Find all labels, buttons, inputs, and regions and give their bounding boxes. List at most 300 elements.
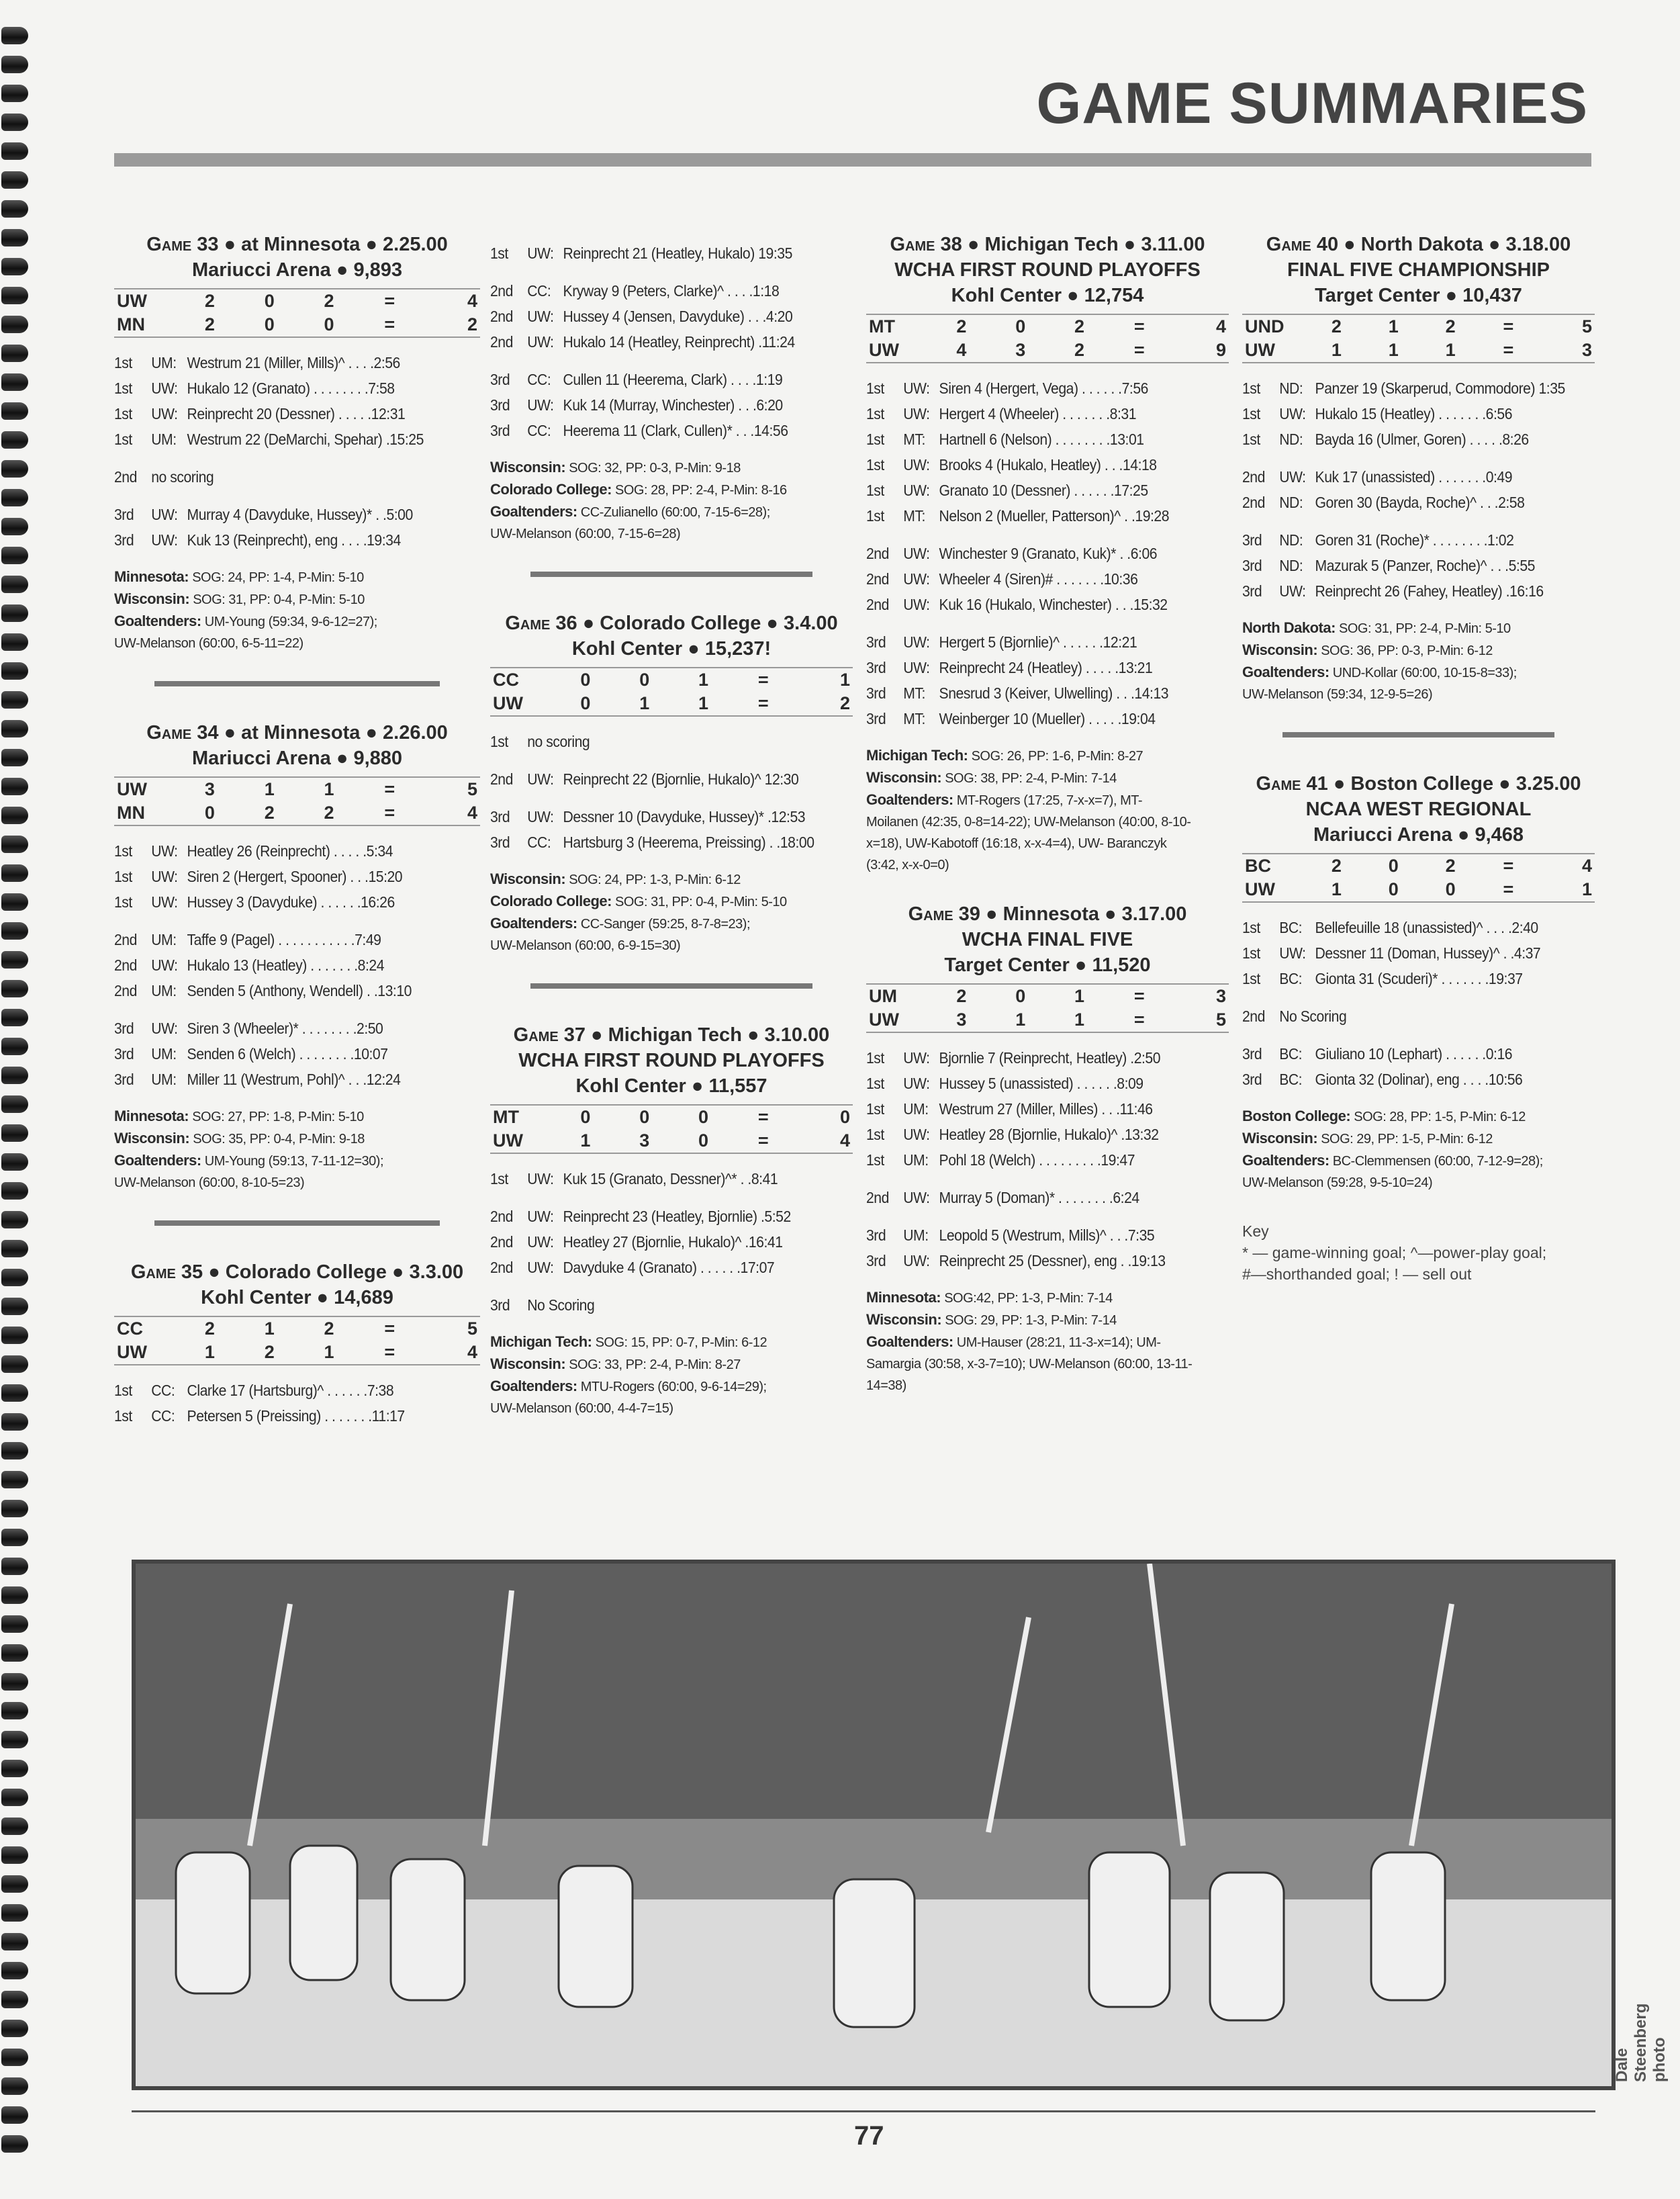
goal-team: UM:	[903, 1151, 929, 1169]
goal-detail: Hussey 3 (Davyduke) . . . . . .16:26	[187, 893, 395, 911]
goal-team: UW:	[151, 379, 178, 397]
goal-team: UW:	[903, 456, 930, 474]
goal-line	[114, 978, 451, 1003]
goal-team: UW:	[527, 396, 554, 414]
goal-period: 2nd	[114, 956, 137, 974]
goal-team: UW:	[527, 1233, 554, 1251]
stats-value: SOG: 31, PP: 2-4, P-Min: 5-10	[1339, 621, 1511, 636]
period-group	[490, 1292, 853, 1318]
scoreboard-table	[490, 1104, 853, 1154]
goal-detail: Snesrud 3 (Keiver, Ulwelling) . . .14:13	[939, 684, 1169, 702]
goal-line	[1242, 490, 1567, 515]
goal-period: 2nd	[866, 1189, 889, 1206]
game-39-summary	[866, 901, 1229, 1396]
goal-line	[866, 1096, 1200, 1122]
period-group	[1242, 1003, 1595, 1029]
goal-team: CC:	[527, 282, 551, 300]
stats-value: SOG: 29, PP: 1-5, P-Min: 6-12	[1321, 1132, 1493, 1147]
stats-value: SOG: 24, PP: 1-4, P-Min: 5-10	[192, 570, 364, 585]
stats-label: Wisconsin:	[114, 1130, 190, 1147]
score-cell: 1	[1308, 878, 1365, 902]
score-cell: =	[359, 313, 420, 337]
goal-team: UW:	[903, 482, 930, 499]
goal-line	[490, 1229, 824, 1255]
spiral-ring	[1, 1962, 28, 1979]
spiral-ring	[1, 258, 28, 275]
title-rule	[114, 153, 1591, 167]
goal-line	[866, 1045, 1200, 1071]
spiral-ring	[1, 1673, 28, 1691]
score-cell: 1	[1422, 339, 1479, 363]
spiral-ring	[1, 142, 28, 160]
goal-line	[114, 350, 451, 375]
game-38-summary	[866, 232, 1229, 876]
game-stats	[866, 1287, 1229, 1396]
spiral-ring	[1, 1211, 28, 1228]
goal-team: UW:	[151, 405, 178, 422]
goal-detail: Giuliano 10 (Lephart) . . . . . .0:16	[1315, 1045, 1513, 1063]
goal-line	[1242, 1003, 1567, 1029]
score-cell: 2	[932, 984, 991, 1008]
score-cell: 5	[420, 1316, 480, 1341]
score-cell: 3	[180, 777, 240, 801]
game-venue-or-event: Kohl Center	[201, 1287, 312, 1308]
game-34-summary	[114, 720, 480, 1194]
goal-line	[490, 804, 824, 829]
spiral-ring	[1, 1904, 28, 1922]
score-cell: 4	[420, 289, 480, 313]
page-title: GAME SUMMARIES	[1036, 71, 1588, 136]
column-4	[1242, 232, 1595, 1285]
game-opponent: at Minnesota	[241, 722, 361, 744]
stats-line	[490, 523, 853, 545]
stats-line	[490, 1376, 853, 1398]
score-cell: 0	[1365, 878, 1422, 902]
spiral-ring	[1, 489, 28, 506]
game-venue: Target Center	[944, 954, 1070, 976]
goal-period: 1st	[490, 733, 508, 750]
scoreboard-table	[490, 667, 853, 717]
goal-team: UW:	[903, 570, 930, 588]
stats-line	[1242, 1172, 1595, 1194]
score-cell: 3	[991, 339, 1050, 363]
game-heading-line3: Mariucci Arena ● 9,468	[1313, 824, 1524, 846]
goal-team: CC:	[527, 834, 551, 851]
score-cell: 1	[299, 777, 359, 801]
goal-line	[866, 1071, 1200, 1096]
goal-detail: Reinprecht 25 (Dessner), eng . .19:13	[939, 1252, 1166, 1269]
stats-line	[1242, 639, 1595, 662]
goal-team: UW:	[527, 808, 554, 825]
goal-detail: Leopold 5 (Westrum, Mills)^ . . .7:35	[939, 1226, 1155, 1244]
goal-team: UW:	[903, 1075, 930, 1092]
stats-label: Colorado College:	[490, 481, 612, 498]
period-group	[490, 367, 853, 443]
game-venue: Mariucci Arena	[1313, 824, 1452, 846]
stats-value: SOG: 27, PP: 1-8, P-Min: 5-10	[192, 1110, 364, 1124]
stats-label: Colorado College:	[490, 893, 612, 909]
stats-label: Wisconsin:	[490, 870, 566, 887]
goal-team: UW:	[903, 545, 930, 562]
goal-detail: Hukalo 14 (Heatley, Reinprecht) .11:24	[563, 333, 795, 351]
goal-detail: Wheeler 4 (Siren)# . . . . . . .10:36	[939, 570, 1138, 588]
game-heading-line1: Game 35 ● Colorado College ● 3.3.00	[130, 1261, 464, 1283]
score-cell: 0	[1422, 878, 1479, 902]
goal-team: UW:	[151, 893, 178, 911]
score-row	[1242, 314, 1595, 339]
score-cell: 0	[991, 984, 1050, 1008]
score-cell: 0	[794, 1105, 853, 1129]
game-attendance: 10,437	[1462, 285, 1522, 306]
spiral-ring	[1, 1500, 28, 1517]
spiral-ring	[1, 200, 28, 218]
score-cell: UM	[866, 984, 932, 1008]
stats-value: SOG: 26, PP: 1-6, P-Min: 8-27	[971, 749, 1144, 764]
stats-line	[490, 479, 853, 501]
goal-team: UW:	[1279, 468, 1306, 486]
period-group	[1242, 464, 1595, 515]
score-row	[1242, 854, 1595, 878]
stats-value: MT-Rogers (17:25, 7-x-x=7), MT-	[956, 793, 1143, 808]
stats-label: Goaltenders:	[114, 613, 201, 629]
game-venue: Target Center	[1315, 285, 1440, 306]
divider	[154, 681, 440, 686]
game-heading-line1: Game 41 ● Boston College ● 3.25.00	[1256, 773, 1581, 795]
stats-line	[866, 854, 1229, 876]
game-heading-line2: Kohl Center ● 15,237!	[571, 638, 772, 660]
game-heading-line2	[1242, 797, 1595, 822]
goal-team: UW:	[903, 659, 930, 676]
stats-label: Goaltenders:	[490, 1378, 577, 1394]
game-attendance: 15,237!	[704, 638, 772, 660]
game-heading-line1: Game 40 ● North Dakota ● 3.18.00	[1266, 234, 1571, 255]
goal-period: 1st	[114, 405, 132, 422]
goal-team: UW:	[1279, 405, 1306, 422]
stats-line	[490, 1331, 853, 1353]
game-heading-line3: Target Center ● 11,520	[944, 954, 1151, 976]
goal-detail: Hergert 4 (Wheeler) . . . . . . .8:31	[939, 405, 1136, 422]
goal-period: 1st	[114, 868, 132, 885]
game-stats	[114, 1106, 480, 1194]
goal-period: 2nd	[114, 982, 137, 999]
goal-period: 1st	[866, 482, 884, 499]
goal-line	[866, 427, 1200, 452]
goal-line	[114, 1067, 451, 1092]
goal-period: 1st	[114, 1407, 132, 1425]
game-venue-or-event: FINAL FIVE CHAMPIONSHIP	[1287, 259, 1550, 281]
stats-value: SOG: 24, PP: 1-3, P-Min: 6-12	[569, 872, 741, 887]
stats-line	[866, 1287, 1229, 1309]
game-date: 3.18.00	[1505, 234, 1571, 255]
goal-period: 2nd	[490, 1233, 513, 1251]
score-cell: 2	[1308, 854, 1365, 878]
game-date: 3.25.00	[1515, 773, 1581, 795]
period-group	[490, 1204, 853, 1280]
goal-team: UW:	[527, 333, 554, 351]
column-1	[114, 232, 480, 1454]
stats-label: Boston College:	[1242, 1108, 1351, 1124]
goal-line	[866, 375, 1200, 401]
scoreboard-table	[114, 1316, 480, 1365]
stats-line	[866, 811, 1229, 833]
score-cell: UW	[866, 1008, 932, 1032]
goal-detail: Hartsburg 3 (Heerema, Preissing) . .18:00	[563, 834, 814, 851]
period-group	[866, 541, 1229, 617]
game-stats	[866, 745, 1229, 876]
goal-line	[1242, 527, 1567, 553]
spiral-ring	[1, 373, 28, 391]
goal-team: UW:	[151, 531, 178, 549]
period-group	[114, 838, 480, 915]
goal-team: UW:	[151, 956, 178, 974]
goal-period: 3rd	[1242, 1071, 1262, 1088]
stats-value: SOG: 33, PP: 2-4, P-Min: 8-27	[569, 1357, 741, 1372]
period-group	[1242, 527, 1595, 604]
game-venue-or-event: WCHA FIRST ROUND PLAYOFFS	[894, 259, 1201, 281]
game-number: Game 35	[130, 1261, 203, 1283]
goal-detail: Siren 3 (Wheeler)* . . . . . . . .2:50	[187, 1020, 383, 1037]
stats-label: Wisconsin:	[866, 769, 942, 786]
stats-label: Minnesota:	[866, 1289, 941, 1306]
score-cell: UW	[490, 1129, 556, 1153]
goal-period: 1st	[866, 1049, 884, 1067]
period-group	[490, 1166, 853, 1192]
goal-detail: Taffe 9 (Pagel) . . . . . . . . . . .7:49	[187, 931, 381, 948]
stats-value: SOG: 15, PP: 0-7, P-Min: 6-12	[595, 1335, 767, 1350]
goal-period: 1st	[114, 1382, 132, 1399]
column-3	[866, 232, 1229, 1422]
game-stats	[490, 457, 853, 545]
score-cell: 2	[299, 289, 359, 313]
goal-period: 3rd	[1242, 1045, 1262, 1063]
spiral-ring	[1, 1846, 28, 1864]
goal-team: UM:	[151, 982, 177, 999]
goal-team: BC:	[1279, 970, 1303, 987]
goal-period: 3rd	[866, 710, 886, 727]
score-row	[866, 984, 1229, 1008]
score-row	[866, 339, 1229, 363]
goal-team: UW:	[151, 1020, 178, 1037]
spiral-ring	[1, 1095, 28, 1113]
stats-line	[866, 833, 1229, 854]
goal-team: MT:	[903, 684, 925, 702]
spiral-ring	[1, 749, 28, 766]
goal-line	[114, 889, 451, 915]
footer-rule	[132, 2110, 1595, 2112]
spiral-ring	[1, 1038, 28, 1055]
spiral-ring	[1, 836, 28, 853]
goal-team: UW:	[151, 506, 178, 523]
goal-line	[114, 838, 451, 864]
stats-value: SOG: 29, PP: 1-3, P-Min: 7-14	[945, 1313, 1117, 1328]
score-row	[114, 313, 480, 337]
goal-period: 3rd	[114, 531, 134, 549]
score-cell: MT	[866, 314, 932, 339]
goal-team: UW:	[527, 1170, 554, 1187]
game-heading-line1: Game 33 ● at Minnesota ● 2.25.00	[146, 234, 448, 255]
stats-line	[866, 745, 1229, 767]
spiral-ring	[1, 1327, 28, 1344]
score-cell: 1	[240, 1316, 299, 1341]
spiral-ring	[1, 1240, 28, 1257]
game-stats	[1242, 1106, 1595, 1194]
goal-detail: Kuk 16 (Hukalo, Winchester) . . .15:32	[939, 596, 1168, 613]
game-heading-line2: Mariucci Arena ● 9,893	[191, 259, 403, 281]
goal-detail: Goren 30 (Bayda, Roche)^ . . .2:58	[1315, 494, 1525, 511]
stats-label: North Dakota:	[1242, 619, 1336, 636]
game-stats	[114, 566, 480, 654]
spiral-ring	[1, 1355, 28, 1373]
goal-period: 2nd	[1242, 1007, 1265, 1025]
goal-line	[114, 375, 451, 401]
score-cell: 2	[1050, 314, 1109, 339]
spiral-ring	[1, 1182, 28, 1200]
score-cell: =	[1479, 339, 1538, 363]
spiral-ring	[1, 171, 28, 189]
goal-team: UW:	[527, 1259, 554, 1276]
goal-detail: Kryway 9 (Peters, Clarke)^ . . . .1:18	[563, 282, 780, 300]
goal-team: CC:	[151, 1382, 175, 1399]
spiral-ring	[1, 980, 28, 997]
score-cell: 5	[1170, 1008, 1229, 1032]
stats-value: SOG: 28, PP: 1-5, P-Min: 6-12	[1354, 1110, 1526, 1124]
goal-line	[1242, 553, 1567, 578]
goal-line	[866, 1147, 1200, 1173]
stats-label: Goaltenders:	[1242, 1152, 1329, 1169]
score-cell: 3	[1538, 339, 1595, 363]
game-41-summary	[1242, 771, 1595, 1194]
goal-line	[490, 367, 824, 392]
goal-team: UM:	[151, 354, 177, 371]
goal-period: 2nd	[490, 308, 513, 325]
spiral-ring	[1, 1731, 28, 1748]
stats-line	[114, 611, 480, 633]
score-cell: 2	[240, 1341, 299, 1365]
score-cell: MN	[114, 313, 180, 337]
stats-value: (3:42, x-x-0=0)	[866, 858, 949, 872]
score-cell: =	[1109, 339, 1170, 363]
period-group	[114, 1016, 480, 1092]
game-37-summary	[490, 1022, 853, 1419]
spiral-ring	[1, 460, 28, 478]
goal-line	[866, 452, 1200, 478]
score-row	[114, 289, 480, 313]
period-group	[490, 240, 853, 266]
goal-team: BC:	[1279, 919, 1303, 936]
score-row	[866, 314, 1229, 339]
goal-period: 3rd	[1242, 531, 1262, 549]
scoreboard-table	[866, 983, 1229, 1033]
goal-line	[866, 503, 1200, 529]
goal-line	[1242, 1067, 1567, 1092]
goal-team: UM:	[151, 1045, 177, 1063]
team-celebration-photo	[132, 1560, 1616, 2090]
goal-note: no scoring	[151, 468, 214, 486]
spiral-ring	[1, 1298, 28, 1315]
spiral-ring	[1, 1760, 28, 1777]
score-cell: =	[1109, 1008, 1170, 1032]
score-row	[1242, 878, 1595, 902]
spiral-ring	[1, 431, 28, 449]
game-opponent: Colorado College	[225, 1261, 387, 1283]
goal-team: CC:	[527, 371, 551, 388]
game-number: Game 41	[1256, 773, 1328, 795]
goal-detail: Bjornlie 7 (Reinprecht, Heatley) .2:50	[939, 1049, 1161, 1067]
goal-detail: Reinprecht 20 (Dessner) . . . . .12:31	[187, 405, 406, 422]
goal-period: 3rd	[866, 659, 886, 676]
goal-line	[114, 401, 451, 427]
game-date: 2.25.00	[383, 234, 448, 255]
goal-detail: Brooks 4 (Hukalo, Heatley) . . .14:18	[939, 456, 1157, 474]
spiral-ring	[1, 287, 28, 304]
goal-detail: Kuk 14 (Murray, Winchester) . . .6:20	[563, 396, 783, 414]
goal-team: ND:	[1279, 494, 1303, 511]
stats-label: Wisconsin:	[490, 1355, 566, 1372]
score-cell: 2	[1422, 854, 1479, 878]
game-venue-or-event: NCAA WEST REGIONAL	[1305, 799, 1532, 820]
spiral-ring	[1, 951, 28, 969]
goal-period: 2nd	[114, 468, 137, 486]
stats-line	[866, 1309, 1229, 1331]
goal-period: 3rd	[490, 371, 510, 388]
period-group	[866, 1222, 1229, 1273]
stats-value: BC-Clemmensen (60:00, 7-12-9=28);	[1332, 1154, 1543, 1169]
score-cell: 2	[180, 1316, 240, 1341]
stats-line	[1242, 1150, 1595, 1172]
stats-value: SOG: 35, PP: 0-4, P-Min: 9-18	[193, 1132, 365, 1147]
goal-period: 2nd	[866, 570, 889, 588]
period-group	[1242, 375, 1595, 452]
goal-detail: Hartnell 6 (Nelson) . . . . . . . .13:01	[939, 431, 1144, 448]
score-cell: 3	[932, 1008, 991, 1032]
score-cell: 2	[180, 313, 240, 337]
goal-team: UM:	[151, 431, 177, 448]
game-heading-line2: Mariucci Arena ● 9,880	[191, 748, 403, 769]
score-cell: 0	[556, 692, 615, 716]
divider	[1282, 732, 1554, 737]
period-group	[866, 629, 1229, 731]
goal-line	[866, 592, 1200, 617]
goal-detail: Murray 4 (Davyduke, Hussey)* . .5:00	[187, 506, 413, 523]
stats-value: SOG: 31, PP: 0-4, P-Min: 5-10	[615, 895, 787, 909]
goal-period: 1st	[114, 842, 132, 860]
game-heading-line1: Game 34 ● at Minnesota ● 2.26.00	[146, 722, 448, 744]
stats-value: CC-Zulianello (60:00, 7-15-6=28);	[580, 505, 770, 520]
goal-line	[1242, 578, 1567, 604]
stats-line	[114, 633, 480, 654]
score-cell: 0	[240, 289, 299, 313]
goal-line	[866, 629, 1200, 655]
goal-line	[490, 766, 824, 792]
stats-value: MTU-Rogers (60:00, 9-6-14=29);	[580, 1380, 767, 1394]
goal-period: 3rd	[490, 396, 510, 414]
goal-detail: Westrum 21 (Miller, Mills)^ . . . .2:56	[187, 354, 400, 371]
goal-detail: Davyduke 4 (Granato) . . . . . .17:07	[563, 1259, 775, 1276]
game-opponent: Colorado College	[600, 613, 761, 634]
goal-period: 1st	[866, 507, 884, 525]
spiral-ring	[1, 2077, 28, 2095]
score-cell: 0	[556, 668, 615, 692]
spiral-ring	[1, 1471, 28, 1488]
goal-team: MT:	[903, 710, 925, 727]
score-cell: =	[359, 1316, 420, 1341]
goal-line	[866, 478, 1200, 503]
scoreboard-table	[1242, 314, 1595, 363]
game-venue-or-event: Mariucci Arena	[191, 748, 331, 769]
goal-period: 2nd	[114, 931, 137, 948]
score-cell: BC	[1242, 854, 1308, 878]
game-33-summary	[114, 232, 480, 654]
